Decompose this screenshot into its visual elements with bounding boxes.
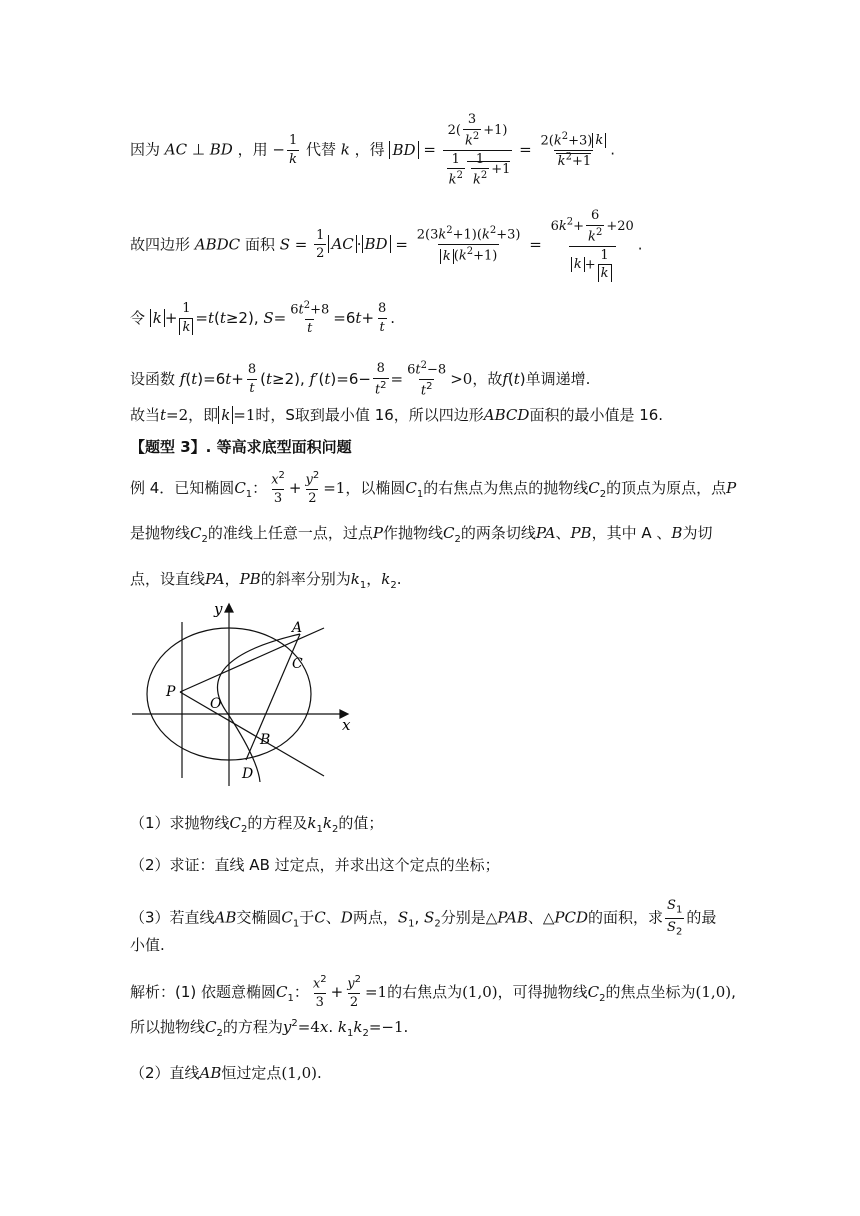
text: 设函数: [130, 369, 176, 388]
line-4: 设函数 f(t)=6t+ $\frac{8}{t}$ (t≥2), f′(t)=6− $\frac{8}{t^2}$ = $\frac{6t^2-8}{t^2}$ >0，故f(t)单调递增.: [130, 360, 591, 399]
text: 的焦点坐标为: [605, 982, 696, 1001]
text: 两点，: [352, 908, 398, 927]
solution-2: 所以抛物线$C_2$的方程为$y^2=4x$. $k_1k_2=-1$.: [130, 1018, 409, 1039]
chord-cd: [246, 634, 300, 760]
label-y: y: [214, 600, 223, 618]
text: ，其中: [591, 524, 637, 542]
question-1: （1）求抛物线$C_2$的方程及$k_1k_2$的值；: [130, 814, 384, 835]
text: 的最: [686, 908, 717, 927]
line-2: 故四边形 ABDC 面积 S = $\frac{1}{2}$ AC · BD = $\frac{2(3k^2+1)(k^2+3)}{k (k^2+1)}$ = $6k^2+$ $\frac{6}{k^2}$ +20 k + $\frac{1}{k}$ .: [130, 208, 643, 282]
solution-3: （2）直线AB恒过定点(1,0).: [130, 1064, 322, 1082]
text: 、: [527, 908, 543, 927]
text: 代替: [306, 140, 337, 159]
text: 恒过定点: [221, 1064, 282, 1082]
question-3: （3）若直线AB交椭圆$C_1$于C、D两点，$S_1$, $S_2$分别是△PAB、△PCD的面积，求 $\frac{S_1}{S_2}$ 的最: [130, 898, 717, 938]
ex4-line-1: 例 4．已知椭圆$C_1$： $\frac{x^2}{3}$ + $\frac{y^2}{2}$ =1，以椭圆$C_1$的右焦点为焦点的抛物线$C_2$的顶点为原点，点P: [130, 470, 737, 506]
line-1: 因为 AC ⊥ BD ，用 − $\frac{1}{k}$ 代替 k ，得 BD = 2( $\frac{3}{k^2}$ +1) $\frac{1}{k^2}$ $\frac{1}{k^2}$ +1 = $\frac{2(k^2+3) k}{k^2+1}$ .: [130, 112, 616, 188]
text: 的两条切线: [460, 524, 536, 542]
label-p: P: [166, 684, 176, 700]
text: 的准线上任意一点，过点: [207, 524, 373, 542]
text: 的面积，求: [588, 908, 664, 927]
text: 、: [555, 524, 571, 542]
line-3: 令 k + $\frac{1}{k}$ =t(t≥2), S= $\frac{6t^2+8}{t}$ =6t+ $\frac{8}{t}$ .: [130, 300, 396, 336]
text: （2）直线: [130, 1064, 200, 1082]
quad-name: ABDC: [194, 235, 241, 254]
text: 作抛物线: [382, 524, 443, 542]
text: 于: [299, 908, 315, 927]
solution-1: 解析：(1) 依题意椭圆$C_1$： $\frac{x^2}{3}$ + $\frac{y^2}{2}$ =1的右焦点为(1,0)，可得抛物线$C_2$的焦点坐标为(1,0),: [130, 974, 736, 1010]
quad-name: ABCD: [483, 406, 530, 424]
text: 故四边形: [130, 235, 191, 254]
text: ，即: [188, 406, 219, 424]
ellipse-parabola-figure: [128, 600, 368, 790]
text: 的方程及: [247, 814, 308, 832]
text: 交椭圆: [236, 908, 282, 927]
text: 是抛物线: [130, 524, 191, 542]
text: 的方程为: [222, 1018, 283, 1036]
ex4-line-3: 点，设直线PA，PB的斜率分别为$k_1$，$k_2$.: [130, 570, 402, 591]
text: 例 4．已知椭圆: [130, 478, 235, 497]
text: （1）求抛物线: [130, 814, 230, 832]
text: 面积的最小值是 16.: [529, 406, 664, 424]
label-a: A: [292, 620, 303, 636]
y-axis-arrow: [225, 604, 233, 612]
label-b: B: [260, 732, 271, 748]
text: 因为: [130, 140, 161, 159]
text: 的值；: [338, 814, 384, 832]
text: 面积: [244, 235, 275, 254]
text: 分别是: [440, 908, 486, 927]
text: 的斜率分别为: [260, 570, 351, 588]
text: ，以椭圆: [345, 478, 406, 497]
text: 时，S取到最小值 16，所以四边形: [255, 406, 484, 424]
line-5: 故当t=2，即 k =1时，S取到最小值 16，所以四边形ABCD面积的最小值是 16.: [130, 406, 664, 424]
tangent-pb: [180, 692, 324, 776]
text: 、: [325, 908, 341, 927]
section-heading: 【题型 3】. 等高求底型面积问题: [130, 438, 352, 456]
label-c: C: [292, 656, 303, 672]
text: 的右焦点为: [387, 982, 463, 1001]
label-d: D: [242, 766, 254, 782]
text: 解析：(1) 依题意椭圆: [130, 982, 277, 1001]
label-x: x: [342, 716, 351, 734]
text: （3）若直线: [130, 908, 215, 927]
text: 的右焦点为焦点的抛物线: [423, 478, 589, 497]
question-2: （2）求证：直线 AB 过定点，并求出这个定点的坐标；: [130, 856, 500, 874]
text: 令: [130, 308, 146, 327]
text: 点，设直线: [130, 570, 206, 588]
label-o: O: [210, 696, 222, 712]
text: 故当: [130, 406, 161, 424]
text: ，: [224, 570, 240, 588]
question-3-cont: 小值.: [130, 936, 165, 954]
ex4-line-2: 是抛物线$C_2$的准线上任意一点，过点P作抛物线$C_2$的两条切线PA、PB，其中 A 、B为切: [130, 524, 713, 545]
text: 单调递增.: [525, 369, 591, 388]
text: ，可得抛物线: [497, 982, 588, 1001]
text: ，用: [237, 140, 268, 159]
text: ，故: [472, 369, 503, 388]
text: 为切: [682, 524, 713, 542]
text: 所以抛物线: [130, 1018, 206, 1036]
text: ，得: [354, 140, 385, 159]
text: 的顶点为原点，点: [606, 478, 727, 497]
